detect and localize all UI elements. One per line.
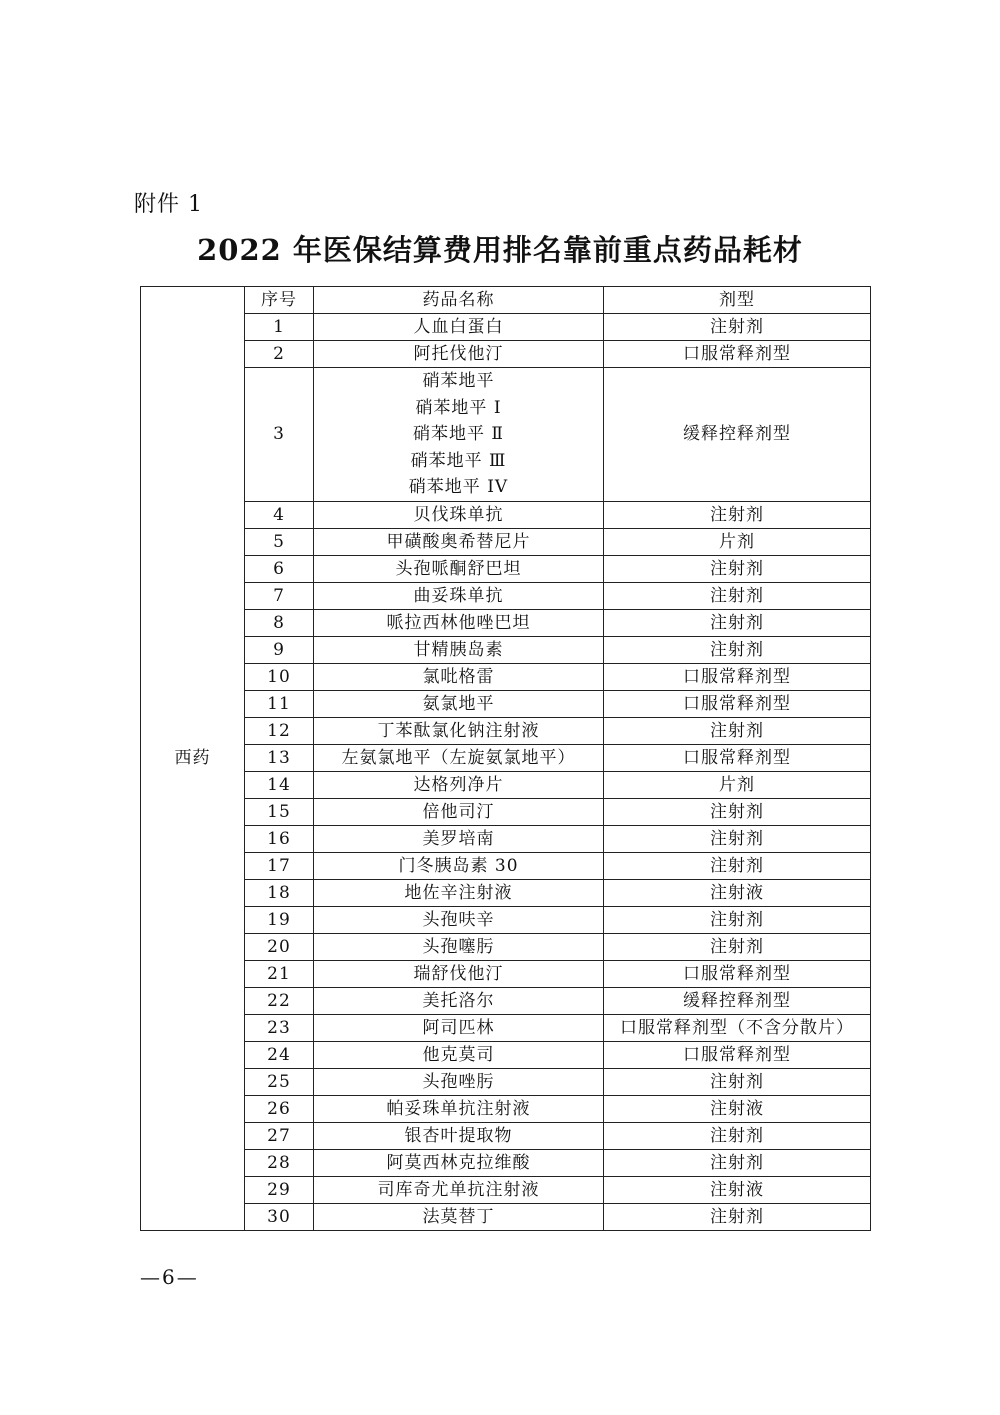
table-row (141, 744, 871, 771)
drug-table-body (141, 287, 871, 1231)
header-row (141, 287, 871, 314)
drug-name: 头孢唑肟 (314, 1068, 604, 1095)
row-number: 19 (245, 906, 314, 933)
row-number: 4 (245, 501, 314, 528)
dosage-form: 口服常释剂型 (604, 960, 871, 987)
table-row (141, 1014, 871, 1041)
drug-table (140, 286, 871, 1231)
row-number: 21 (245, 960, 314, 987)
drug-name: 头孢哌酮舒巴坦 (314, 555, 604, 582)
row-number: 13 (245, 744, 314, 771)
drug-name: 人血白蛋白 (314, 314, 604, 341)
header-form: 剂型 (604, 287, 871, 314)
dosage-form: 缓释控释剂型 (604, 368, 871, 502)
row-number: 3 (245, 368, 314, 502)
document-title: 2022 年医保结算费用排名靠前重点药品耗材 (197, 233, 803, 267)
row-number: 20 (245, 933, 314, 960)
dosage-form: 注射剂 (604, 609, 871, 636)
row-number: 10 (245, 663, 314, 690)
drug-name-line: 硝苯地平 (422, 371, 495, 391)
table-row (141, 1203, 871, 1230)
row-number: 11 (245, 690, 314, 717)
row-number: 16 (245, 825, 314, 852)
row-number: 8 (245, 609, 314, 636)
dosage-form: 注射剂 (604, 1122, 871, 1149)
category-cell: 西药 (141, 287, 245, 1231)
table-row (141, 636, 871, 663)
row-number: 7 (245, 582, 314, 609)
row-number: 1 (245, 314, 314, 341)
dosage-form: 注射剂 (604, 501, 871, 528)
header-name: 药品名称 (314, 287, 604, 314)
drug-name: 甘精胰岛素 (314, 636, 604, 663)
table-row (141, 1041, 871, 1068)
table-row (141, 1095, 871, 1122)
table-row (141, 717, 871, 744)
drug-name: 阿莫西林克拉维酸 (314, 1149, 604, 1176)
row-number: 23 (245, 1014, 314, 1041)
drug-name: 瑞舒伐他汀 (314, 960, 604, 987)
dosage-form: 注射剂 (604, 852, 871, 879)
table-row (141, 960, 871, 987)
drug-name-line: 硝苯地平 I (415, 397, 502, 418)
dosage-form: 口服常释剂型 (604, 341, 871, 368)
header-no: 序号 (245, 287, 314, 314)
drug-name: 地佐辛注射液 (314, 879, 604, 906)
table-row (141, 798, 871, 825)
table-row (141, 663, 871, 690)
row-number: 5 (245, 528, 314, 555)
row-number: 15 (245, 798, 314, 825)
row-number: 18 (245, 879, 314, 906)
dosage-form: 注射剂 (604, 1203, 871, 1230)
dosage-form: 口服常释剂型 (604, 663, 871, 690)
table-row (141, 852, 871, 879)
drug-name: 丁苯酞氯化钠注射液 (314, 717, 604, 744)
drug-name: 达格列净片 (314, 771, 604, 798)
dosage-form: 注射剂 (604, 582, 871, 609)
row-number: 12 (245, 717, 314, 744)
drug-name-line: 硝苯地平 IV (408, 477, 509, 497)
attachment-label: 附件 1 (134, 192, 203, 217)
dosage-form: 注射剂 (604, 717, 871, 744)
row-number: 6 (245, 555, 314, 582)
table-row (141, 1149, 871, 1176)
drug-name: 甲磺酸奥希替尼片 (314, 528, 604, 555)
table-row (141, 1122, 871, 1149)
page-number: —6— (140, 1265, 199, 1289)
dosage-form: 注射剂 (604, 798, 871, 825)
table-row (141, 314, 871, 341)
table-row (141, 609, 871, 636)
row-number: 2 (245, 341, 314, 368)
table-row (141, 555, 871, 582)
row-number: 30 (245, 1203, 314, 1230)
dosage-form: 口服常释剂型 (604, 1041, 871, 1068)
dosage-form: 口服常释剂型 (604, 744, 871, 771)
drug-name: 法莫替丁 (314, 1203, 604, 1230)
table-row (141, 341, 871, 368)
drug-name: 左氨氯地平（左旋氨氯地平） (314, 744, 604, 771)
drug-name: 美罗培南 (314, 825, 604, 852)
row-number: 14 (245, 771, 314, 798)
table-row (141, 825, 871, 852)
drug-name: 银杏叶提取物 (314, 1122, 604, 1149)
dosage-form: 注射剂 (604, 555, 871, 582)
dosage-form: 注射剂 (604, 933, 871, 960)
dosage-form: 注射剂 (604, 825, 871, 852)
drug-name: 倍他司汀 (314, 798, 604, 825)
row-number: 27 (245, 1122, 314, 1149)
drug-name: 氨氯地平 (314, 690, 604, 717)
row-number: 9 (245, 636, 314, 663)
dosage-form: 口服常释剂型 (604, 690, 871, 717)
dosage-form: 注射液 (604, 1176, 871, 1203)
row-number: 29 (245, 1176, 314, 1203)
drug-name: 氯吡格雷 (314, 663, 604, 690)
row-number: 24 (245, 1041, 314, 1068)
table-row (141, 690, 871, 717)
drug-name: 美托洛尔 (314, 987, 604, 1014)
row-number: 22 (245, 987, 314, 1014)
drug-name: 头孢呋辛 (314, 906, 604, 933)
row-number: 26 (245, 1095, 314, 1122)
dosage-form: 注射剂 (604, 636, 871, 663)
drug-name: 哌拉西林他唑巴坦 (314, 609, 604, 636)
drug-name: 曲妥珠单抗 (314, 582, 604, 609)
dosage-form: 注射液 (604, 1095, 871, 1122)
dosage-form: 注射剂 (604, 314, 871, 341)
table-row (141, 528, 871, 555)
dosage-form: 片剂 (604, 771, 871, 798)
drug-name: 门冬胰岛素 30 (314, 852, 604, 879)
table-row (141, 933, 871, 960)
dosage-form: 片剂 (604, 528, 871, 555)
table-row (141, 879, 871, 906)
table-row (141, 582, 871, 609)
dosage-form: 注射剂 (604, 1068, 871, 1095)
dosage-form: 注射剂 (604, 906, 871, 933)
drug-name-line: 硝苯地平 Ⅲ (410, 450, 507, 471)
table-row (141, 368, 871, 502)
dosage-form: 口服常释剂型（不含分散片） (604, 1014, 871, 1041)
drug-name-line: 硝苯地平 Ⅱ (413, 424, 504, 444)
table-row (141, 906, 871, 933)
row-number: 17 (245, 852, 314, 879)
table-row (141, 1068, 871, 1095)
drug-name: 阿司匹林 (314, 1014, 604, 1041)
drug-name (314, 368, 604, 502)
row-number: 28 (245, 1149, 314, 1176)
dosage-form: 注射剂 (604, 1149, 871, 1176)
table-row (141, 987, 871, 1014)
drug-name: 帕妥珠单抗注射液 (314, 1095, 604, 1122)
drug-name: 司库奇尤单抗注射液 (314, 1176, 604, 1203)
row-number: 25 (245, 1068, 314, 1095)
table-row (141, 501, 871, 528)
drug-name: 他克莫司 (314, 1041, 604, 1068)
dosage-form: 缓释控释剂型 (604, 987, 871, 1014)
dosage-form: 注射液 (604, 879, 871, 906)
drug-name: 阿托伐他汀 (314, 341, 604, 368)
table-row (141, 1176, 871, 1203)
drug-name: 头孢噻肟 (314, 933, 604, 960)
drug-name: 贝伐珠单抗 (314, 501, 604, 528)
table-row (141, 771, 871, 798)
